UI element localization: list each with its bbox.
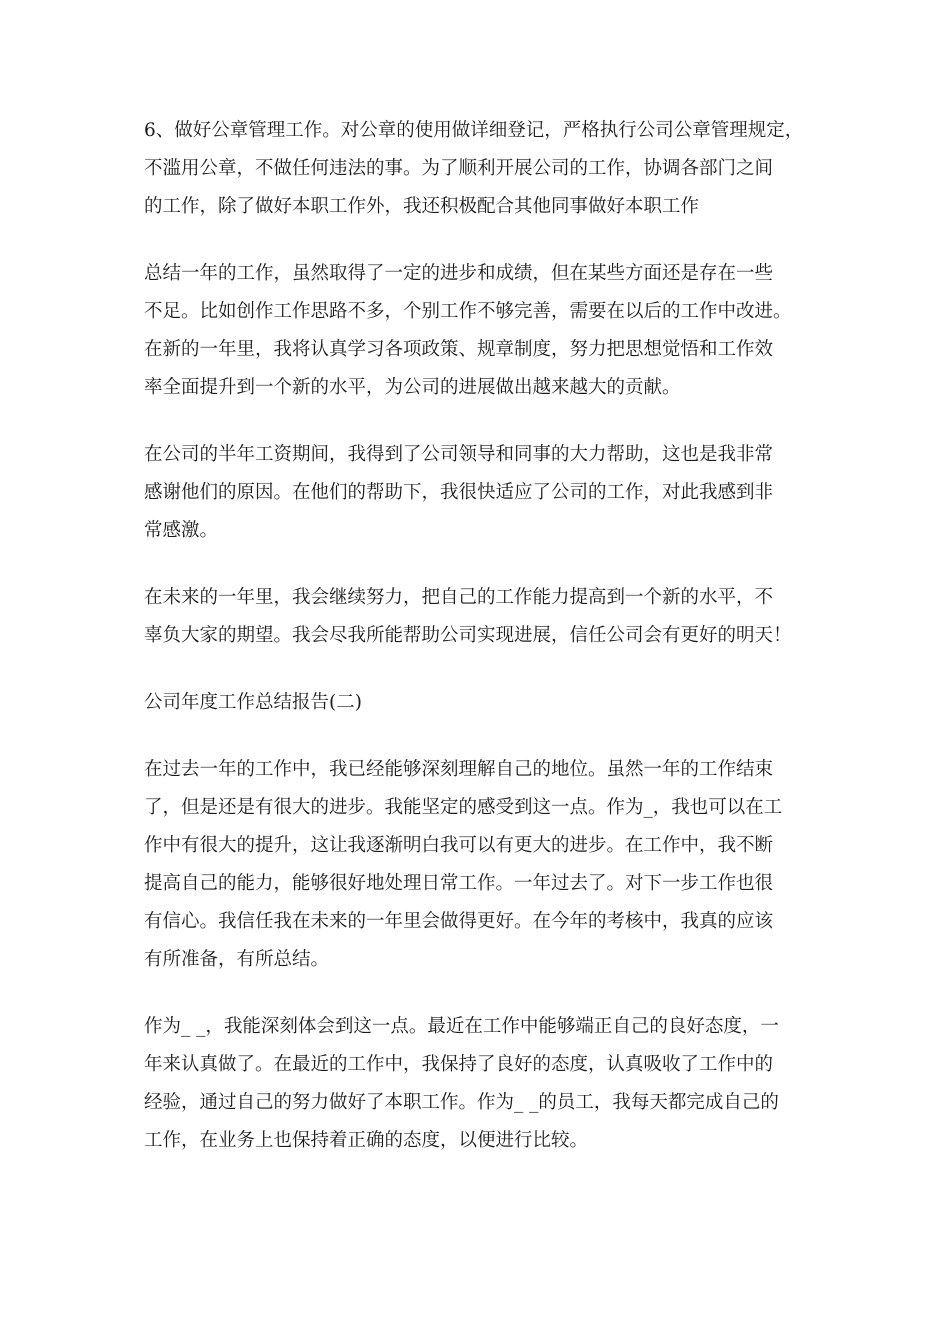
text-line: 不足。比如创作工作思路不多，个别工作不够完善，需要在以后的工作中改进。 <box>144 301 792 322</box>
text-line: 提高自己的能力，能够很好地处理日常工作。一年过去了。对下一步工作也很 <box>144 873 774 894</box>
text-line: 6、做好公章管理工作。对公章的使用做详细登记，严格执行公司公章管理规定， <box>144 120 804 141</box>
paragraph-gratitude <box>144 436 816 550</box>
paragraph-seal-management <box>144 112 816 226</box>
text-line: 在新的一年里，我将认真学习各项政策、规章制度，努力把思想觉悟和工作效 <box>144 339 774 360</box>
text-line: 有所准备，有所总结。 <box>144 949 330 970</box>
text-line: 感谢他们的原因。在他们的帮助下，我很快适应了公司的工作，对此我感到非 <box>144 482 774 503</box>
text-line: 总结一年的工作，虽然取得了一定的进步和成绩，但在某些方面还是存在一些 <box>144 263 774 284</box>
paragraph-attitude <box>144 1008 816 1160</box>
section-heading: 公司年度工作总结报告(二) <box>144 692 362 713</box>
text-line: 的工作，除了做好本职工作外，我还积极配合其他同事做好本职工作 <box>144 196 700 217</box>
document-body <box>144 112 816 1189</box>
paragraph-year-summary <box>144 255 816 407</box>
text-line: 经验，通过自己的努力做好了本职工作。作为_ _的员工，我每天都完成自己的 <box>144 1092 779 1113</box>
text-line: 不滥用公章，不做任何违法的事。为了顺利开展公司的工作，协调各部门之间 <box>144 158 774 179</box>
text-line: 在过去一年的工作中，我已经能够深刻理解自己的地位。虽然一年的工作结束 <box>144 759 774 780</box>
text-line: 在公司的半年工资期间，我得到了公司领导和同事的大力帮助，这也是我非常 <box>144 444 774 465</box>
paragraph-future <box>144 579 816 655</box>
text-line: 了，但是还是有很大的进步。我能坚定的感受到这一点。作为_，我也可以在工 <box>144 797 783 818</box>
text-line: 工作，在业务上也保持着正确的态度，以便进行比较。 <box>144 1130 589 1151</box>
text-line: 作中有很大的提升，这让我逐渐明白我可以有更大的进步。在工作中，我不断 <box>144 835 774 856</box>
text-line: 作为_ _，我能深刻体会到这一点。最近在工作中能够端正自己的良好态度，一 <box>144 1016 779 1037</box>
text-line: 有信心。我信任我在未来的一年里会做得更好。在今年的考核中，我真的应该 <box>144 911 774 932</box>
text-line: 常感激。 <box>144 520 219 541</box>
text-line: 率全面提升到一个新的水平，为公司的进展做出越来越大的贡献。 <box>144 377 681 398</box>
paragraph-past-year <box>144 751 816 979</box>
text-line: 在未来的一年里，我会继续努力，把自己的工作能力提高到一个新的水平，不 <box>144 587 774 608</box>
text-line: 年来认真做了。在最近的工作中，我保持了良好的态度，认真吸收了工作中的 <box>144 1054 774 1075</box>
text-line: 辜负大家的期望。我会尽我所能帮助公司实现进展，信任公司会有更好的明天！ <box>144 625 792 646</box>
